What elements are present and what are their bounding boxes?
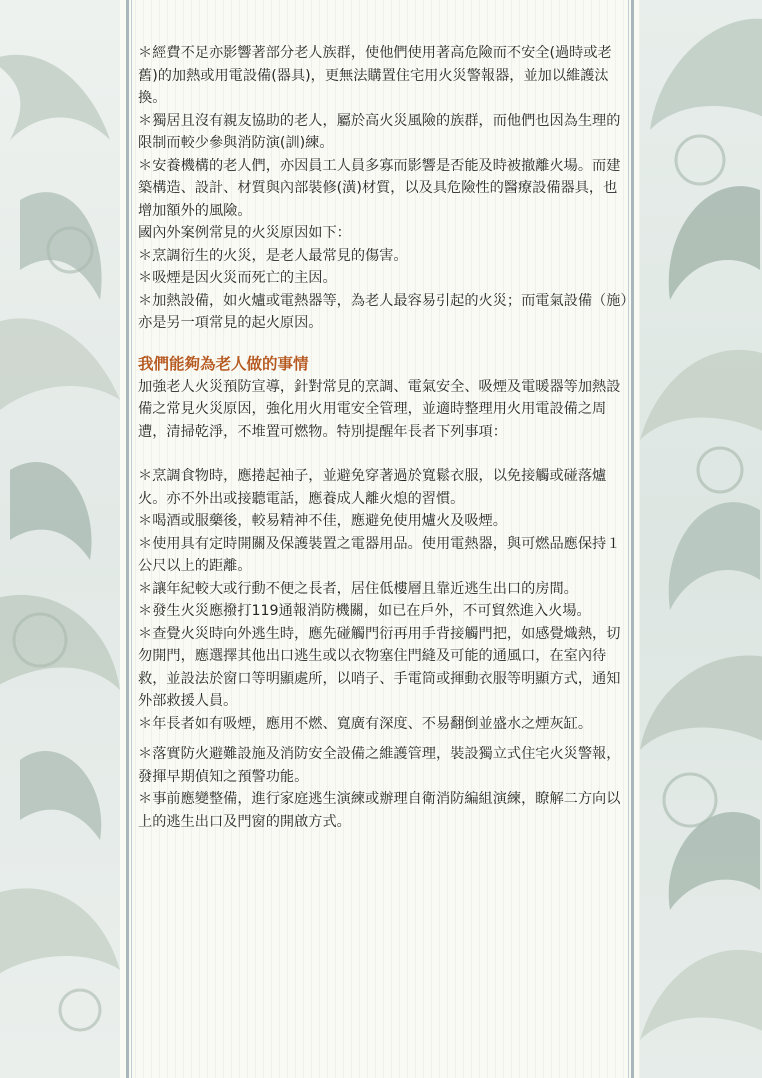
tip-cooking: ＊烹調食物時，應捲起袖子，並避免穿著過於寬鬆衣服，以免接觸或碰落爐火。亦不外出或接聽電話，應養成人離火熄的習慣。	[138, 468, 607, 507]
spacer-small	[138, 735, 630, 743]
frame-line-right	[631, 0, 634, 1078]
section-what-we-can-do	[138, 353, 630, 834]
left-floral-border	[0, 0, 120, 1078]
right-floral-border	[640, 0, 762, 1078]
tip-alcohol-medication: ＊喝酒或服藥後，較易精神不佳，應避免使用爐火及吸煙。	[138, 513, 507, 529]
spacer	[138, 443, 630, 465]
paragraph-smoking-cause: ＊吸煙是因火災而死亡的主因。	[138, 270, 337, 286]
paragraph-living-alone: ＊獨居且沒有親友協助的老人，屬於高火災風險的族群，而他們也因為生理的限制而較少參與消防演(訓)練。	[138, 112, 621, 151]
paragraph-common-causes-intro: 國內外案例常見的火災原因如下：	[138, 225, 351, 241]
paragraph-budget-risk: ＊經費不足亦影響著部分老人族群，使他們使用著高危險而不安全(過時或老舊)的加熱或用電設備(器具)，更無法購置住宅用火災警報器，並加以維護汰換。	[138, 45, 612, 106]
document-body	[138, 42, 630, 833]
tip-ashtray: ＊年長者如有吸煙，應用不燃、寬廣有深度、不易翻倒並盛水之煙灰缸。	[138, 715, 593, 732]
tip-electric-appliances: ＊使用具有定時開關及保護裝置之電器用品。使用電熱器，與可燃品應保持１公尺以上的距離。	[138, 535, 621, 574]
floral-pattern-left	[0, 0, 120, 1078]
floral-pattern-right	[640, 0, 762, 1078]
tip-call-119: ＊發生火災應撥打119通報消防機關，如已在戶外，不可貿然進入火場。	[138, 603, 591, 619]
section-risk-factors	[138, 42, 630, 335]
paragraph-cooking-cause: ＊烹調衍生的火災，是老人最常見的傷害。	[138, 247, 408, 264]
tip-escape-procedure: ＊查覺火災時向外逃生時，應先碰觸門衍再用手背接觸門把，如感覺熾熱，切勿開門，應選擇其他出口逃生或以衣物塞住門縫及可能的通風口，在室內待救，並設法於窗口等明顯處所，以哨子、手電筒或揮動衣服等明顯方式，通知外部救援人員。	[138, 625, 621, 709]
paragraph-heating-cause: ＊加熱設備，如火爐或電熱器等，為老人最容易引起的火災；而電氣設備（施）亦是另一項常見的起火原因。	[138, 292, 628, 331]
tip-room-location: ＊讓年紀較大或行動不便之長者，居住低樓層且靠近逃生出口的房間。	[138, 580, 578, 597]
section-heading: 我們能夠為老人做的事情	[138, 354, 309, 373]
tip-evacuation-drill: ＊事前應變整備，進行家庭逃生演練或辦理自衛消防編組演練，瞭解二方向以上的逃生出口及門窗的開啟方式。	[138, 791, 621, 830]
frame-line-left-inner	[131, 0, 132, 1078]
section-intro: 加強老人火災預防宣導，針對常見的烹調、電氣安全、吸煙及電暖器等加熱設備之常見火災原因，強化用火用電安全管理，並適時整理用火用電設備之周遭，清掃乾淨，不堆置可燃物。特別提醒年長者下列事項：	[138, 378, 621, 440]
tip-fire-alarm: ＊落實防火避難設施及消防安全設備之維護管理，裝設獨立式住宅火災警報，發揮早期偵知之預警功能。	[138, 746, 621, 785]
frame-line-left	[126, 0, 129, 1078]
paragraph-care-facility: ＊安養機構的老人們，亦因員工人員多寡而影響是否能及時被撤離火場。而建築構造、設計、材質與內部裝修(潢)材質，以及具危險性的醫療設備器具，也增加額外的風險。	[138, 157, 621, 219]
